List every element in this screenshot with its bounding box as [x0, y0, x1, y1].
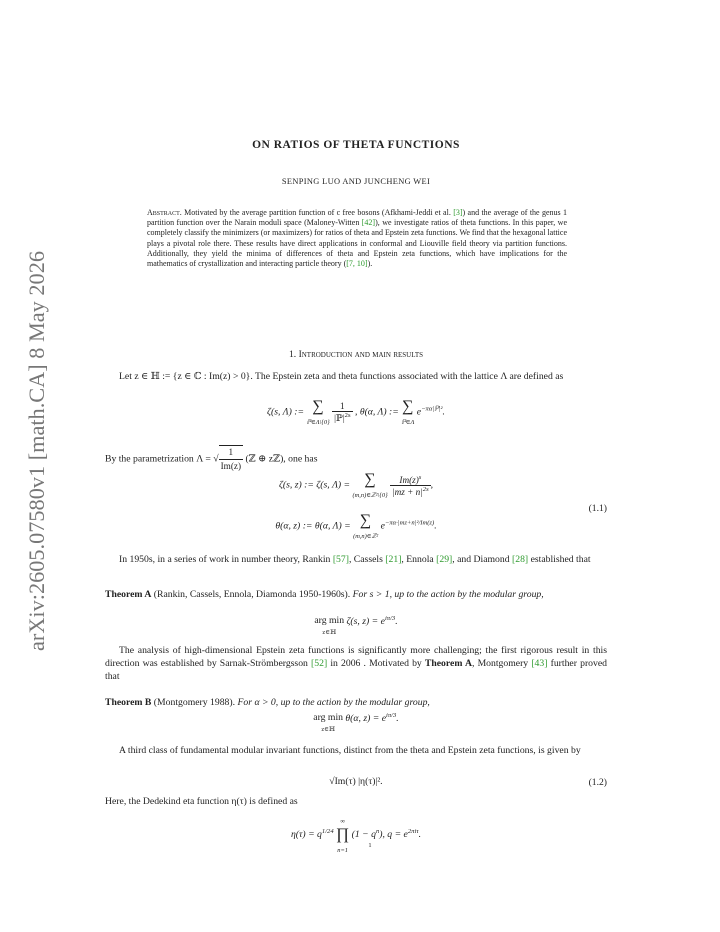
- equation-number-1-1: (1.1): [588, 503, 607, 514]
- paragraph-montgomery: [105, 644, 607, 684]
- paragraph-dedekind: Here, the Dedekind eta function η(τ) is defined as: [105, 796, 298, 807]
- eq-end: .: [395, 616, 398, 627]
- eta-lhs: η(τ) = q: [290, 829, 322, 841]
- history-text: , Ennola: [401, 554, 437, 565]
- history-text: In 1950s, in a series of work in number theory, Rankin: [119, 554, 333, 565]
- history-text: established that: [528, 554, 591, 565]
- sum-symbol: ∑: [364, 471, 376, 488]
- section-heading: 1. Introduction and main results: [288, 349, 424, 360]
- theorem-b-eq-body: θ(α, z) = e: [345, 713, 386, 724]
- eq11-theta-exponent: −πα·|mz+n|²/Im(z): [384, 519, 435, 527]
- citation-link[interactable]: [7, 10]: [346, 259, 368, 269]
- paragraph-parametrization: By the parametrization Λ = √ $\frac{1}{Im(z)}$ (ℤ ⊕ zℤ), one has: [105, 445, 607, 473]
- theorem-a-eq-exponent: iπ/3: [384, 615, 396, 622]
- paragraph-intro: Let z ∈ ℍ := {z ∈ ℂ : Im(z) > 0}. The Epstein zeta and theta functions associated with the lattice Λ are defined as: [119, 371, 564, 382]
- theorem-b-label: Theorem B: [105, 697, 152, 708]
- montgomery-text: The analysis of high-dimensional Epstein zeta functions is significantly more challenging; the first rigorous result in this direction was established by Sarnak-Strömbergsson: [105, 645, 607, 670]
- abstract: [147, 208, 567, 269]
- sum-symbol: ∑: [359, 512, 372, 529]
- abstract-text-1: Motivated by the average partition function of c free bosons (Afkhami-Jeddi et al.: [181, 208, 454, 217]
- paragraph-history: [105, 553, 607, 566]
- eq11-theta-base: e: [380, 520, 385, 532]
- theorem-b-attribution: (Montgomery 1988).: [151, 697, 236, 708]
- equation-definitions: [105, 398, 607, 427]
- argmin-operator: arg min: [314, 615, 345, 626]
- paper-authors: SENPING LUO AND JUNCHENG WEI: [281, 177, 431, 186]
- montgomery-text: in 2006 . Motivated by: [327, 658, 425, 670]
- theorem-a-attribution: (Rankin, Cassels, Ennola, Diamonda 1950-1960s).: [151, 589, 351, 600]
- frac-denominator: |ℙ|: [334, 413, 345, 423]
- theorem-b-equation: [105, 712, 607, 734]
- citation-link[interactable]: [43]: [531, 658, 548, 670]
- theorem-b: [105, 696, 607, 709]
- sum-subscript: (m,n)∈ℤ²\{0}: [352, 492, 388, 499]
- param-text-after: (ℤ ⊕ zℤ), one has: [245, 453, 318, 465]
- eta-body-end: ), q = e: [379, 829, 408, 841]
- sum-subscript: ℙ∈Λ: [401, 419, 415, 426]
- history-text: , and Diamond: [452, 554, 513, 565]
- equation-1-2: [105, 776, 607, 787]
- montgomery-text: further proved that: [105, 658, 608, 683]
- theorem-b-statement: For α > 0, up to the action by the modular group,: [235, 697, 430, 708]
- frac-numerator: 1: [332, 401, 352, 412]
- product-top: ∞: [340, 818, 345, 825]
- equation-eta: [105, 815, 607, 855]
- argmin-subscript: z∈ℍ: [322, 629, 337, 636]
- sum-symbol: ∑: [312, 398, 324, 415]
- argmin-subscript: z∈ℍ: [321, 726, 335, 733]
- sum-symbol: ∑: [402, 398, 414, 415]
- abstract-text-4: ).: [367, 259, 373, 269]
- paper-title: ON RATIOS OF THETA FUNCTIONS: [252, 139, 460, 151]
- eta-lhs-exponent: 1/24: [321, 828, 334, 836]
- eq11-denominator: |mz + n|: [392, 487, 423, 497]
- citation-link[interactable]: [42]: [361, 218, 376, 228]
- theorem-a-eq-body: ζ(s, z) = e: [346, 616, 385, 627]
- paragraph-third-class: A third class of fundamental modular invariant functions, distinct from the theta and Epstein zeta functions, is given by: [119, 745, 581, 756]
- arxiv-identifier-text: arXiv:2605.07580v1 [math.CA] 8 May 2026: [24, 247, 49, 651]
- citation-link[interactable]: [29]: [436, 554, 453, 565]
- eq11-theta-lhs: θ(α, z) := θ(α, Λ) =: [275, 520, 351, 532]
- citation-link[interactable]: [21]: [385, 554, 402, 565]
- history-text: , Cassels: [348, 554, 386, 565]
- theorem-a-equation: [105, 615, 607, 637]
- equation-number-1-2: (1.2): [588, 777, 607, 788]
- eq-zeta-lhs: ζ(s, Λ) :=: [267, 406, 305, 418]
- citation-link[interactable]: [3]: [453, 208, 463, 217]
- eq-theta-exponent: −πα|ℙ|²: [421, 405, 443, 413]
- montgomery-text: , Montgomery: [472, 658, 532, 670]
- product-subscript: n=1: [337, 847, 348, 854]
- eq-end: .: [380, 776, 383, 787]
- equation-1-1-zeta: ζ(s, z) := ζ(s, Λ) = ∑ (m,n)∈ℤ²\{0} $\frac{Im(z)^s}{|mz + n|^{2s}}$ ,: [278, 471, 434, 499]
- sqrt-numerator: 1: [219, 446, 243, 460]
- sum-subscript: ℙ∈Λ\{0}: [306, 419, 330, 426]
- frac-den-exponent: 2s: [344, 412, 351, 419]
- eta-body-exponent: n: [375, 828, 380, 836]
- eq12-body: √Im(τ) |η(τ)|²: [329, 776, 381, 787]
- abstract-text-2: ) and the average of the genus 1 partition function over the Narain moduli space (Maloney-Witten: [147, 208, 567, 228]
- eq11-zeta-lhs: ζ(s, z) := ζ(s, Λ) =: [278, 479, 351, 491]
- param-text-before: By the parametrization Λ =: [105, 453, 211, 465]
- citation-link[interactable]: [52]: [311, 658, 328, 670]
- eq-theta-exp-base: e: [416, 406, 422, 418]
- eta-underscript: 1: [368, 842, 372, 849]
- equation-1-1-theta: θ(α, z) := θ(α, Λ) = ∑ (m,n)∈ℤ² $e^{-\pi\alpha\cdot|mz+n|^2/Im(z)}$.: [275, 512, 437, 540]
- eta-body: (1 − q: [351, 829, 376, 841]
- citation-link[interactable]: [57]: [332, 554, 349, 565]
- eq-end: .: [442, 406, 445, 418]
- theorem-a-label: Theorem A: [105, 589, 152, 600]
- sum-subscript: (m,n)∈ℤ²: [353, 533, 379, 540]
- product-symbol: ∏: [336, 826, 350, 843]
- argmin-operator: arg min: [313, 712, 343, 723]
- citation-link[interactable]: [28]: [512, 554, 529, 565]
- theorem-b-eq-exponent: iπ/3: [386, 712, 397, 719]
- eq-end: .: [396, 713, 399, 724]
- sqrt-denominator: Im(z): [220, 461, 242, 472]
- eq-theta-lhs: , θ(α, Λ) :=: [354, 406, 399, 418]
- theorem-reference[interactable]: Theorem A: [424, 658, 472, 670]
- eq11-den-exponent: 2s: [422, 486, 429, 493]
- eq-end: .: [418, 829, 422, 841]
- arxiv-identifier: [4, 246, 58, 656]
- eq11-num-exponent: s: [418, 474, 422, 481]
- eq11-numerator: Im(z): [399, 475, 419, 485]
- abstract-text-3: ), we investigate ratios of theta functions. In this paper, we completely classify the minimizers (or maximizers) for ratios of theta and Epstein zeta functions. We find that the hexagonal lattice plays a pivotal role there. These results have direct applications in conformal and Liouville field theory via partition functions. Additionally, they yield the minima of differences of theta and Epstein zeta functions, which have implications for the mathematics of crystallization and interacting particle theory (: [147, 218, 567, 269]
- eta-q-exponent: 2πiτ: [407, 828, 419, 836]
- theorem-a-statement: For s > 1, up to the action by the modular group,: [350, 589, 544, 600]
- theorem-a: [105, 588, 607, 601]
- abstract-label: Abstract.: [147, 208, 182, 217]
